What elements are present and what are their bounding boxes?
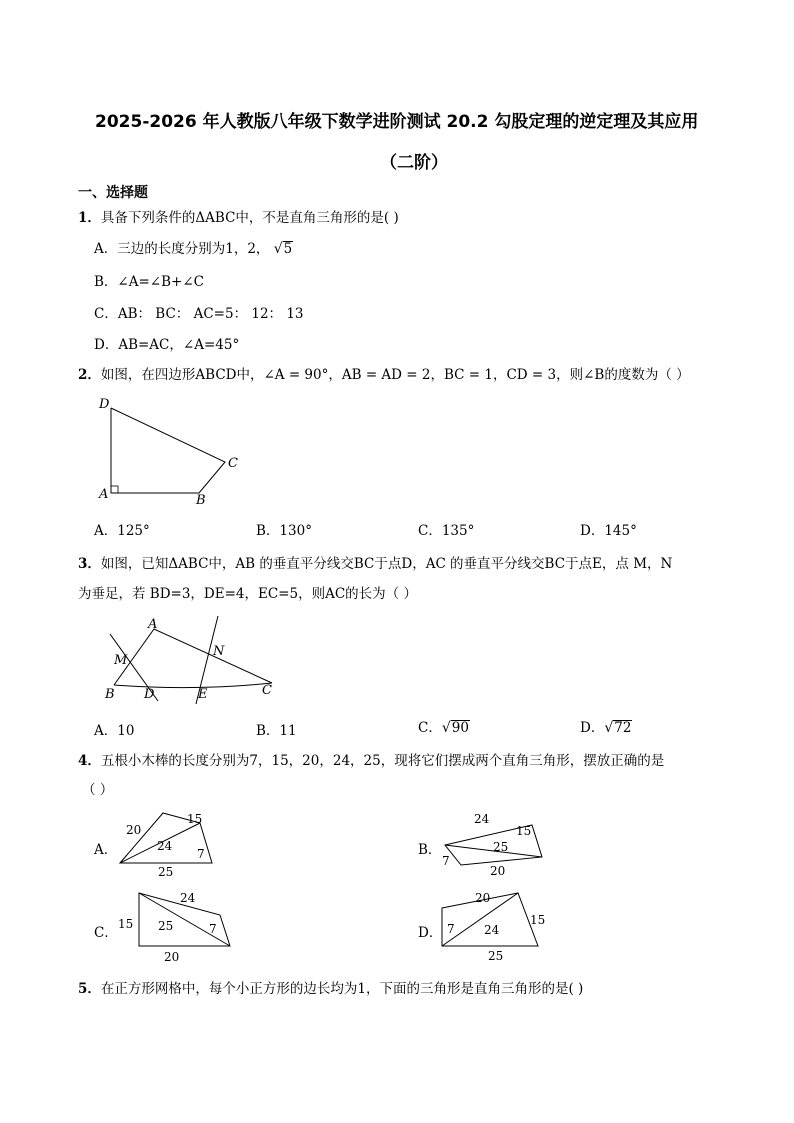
side-length-label: 25 [158,919,174,933]
q1-option-c[interactable]: C．AB： BC： AC=5： 12： 13 [94,306,304,322]
q2-quadrilateral-figure [90,392,250,507]
vertex-label: E [198,687,208,702]
page-subtitle: （二阶） [380,153,448,173]
q4-option-c-label[interactable]: C． [94,925,118,941]
side-length-label: 24 [180,891,196,905]
q4-option-a-label[interactable]: A． [94,842,118,858]
vertex-label: C [228,456,238,471]
question-3-cont: 为垂足，若 BD=3，DE=4，EC=5，则AC的长为（ ） [78,586,417,602]
side-length-label: 25 [488,949,504,963]
q1-option-a[interactable]: A．三边的长度分别为1，2， √5 [94,241,293,257]
vertex-label: B [196,493,206,507]
side-length-label: 7 [197,847,205,861]
vertex-label: N [213,644,225,659]
q2-option-a[interactable]: A．125° [94,523,150,539]
side-length-label: 24 [484,923,500,937]
vertex-label: B [105,687,115,702]
side-length-label: 20 [126,823,142,837]
side-length-label: 20 [475,891,491,905]
q3-option-a[interactable]: A．10 [94,723,135,739]
side-length-label: 25 [158,865,174,879]
side-length-label: 20 [164,950,180,963]
question-number: 1． [78,210,101,226]
q2-option-b[interactable]: B．130° [256,523,312,539]
vertex-label: A [99,487,109,502]
vertex-label: A [148,617,158,632]
question-5: 5．在正方形网格中，每个小正方形的边长均为1，下面的三角形是直角三角形的是( ) [78,981,584,997]
q2-option-d[interactable]: D．145° [580,523,637,539]
vertex-label: D [99,397,110,412]
side-length-label: 7 [209,922,217,936]
q2-option-c[interactable]: C．135° [418,523,475,539]
question-3: 3．如图，已知ΔABC中，AB 的垂直平分线交BC于点D，AC 的垂直平分线交BC于点E，点 M，N [78,556,673,572]
q4-option-b-label[interactable]: B． [418,842,442,858]
side-length-label: 25 [493,840,509,854]
side-length-label: 24 [157,839,173,853]
sqrt: √90 [441,720,469,736]
q1-option-d[interactable]: D．AB=AC，∠A=45° [94,337,240,353]
question-2: 2．如图，在四边形ABCD中，∠A = 90°，AB = AD = 2，BC = 1，CD = 3，则∠B的度数为（ ） [78,367,690,383]
q3-option-c[interactable]: C．√90 [418,720,469,736]
question-4-cont: （ ） [82,782,114,798]
q4-option-d-figure[interactable] [437,888,557,963]
q4-option-d-label[interactable]: D． [418,925,443,941]
question-number: 2． [78,367,101,383]
question-number: 3． [78,556,101,572]
question-number: 5． [78,981,101,997]
sqrt: √72 [604,720,632,736]
vertex-label: D [144,687,155,702]
q4-option-b-figure[interactable] [437,805,557,880]
side-length-label: 7 [447,922,455,936]
side-length-label: 7 [442,854,450,868]
sqrt: √5 [273,241,293,257]
q4-option-a-figure[interactable] [112,805,232,880]
question-1: 1．具备下列条件的ΔABC中，不是直角三角形的是( ) [78,210,399,226]
question-4: 4．五根小木棒的长度分别为7，15，20，24，25，现将它们摆成两个直角三角形，摆放正确的是 [78,753,665,769]
side-length-label: 15 [516,824,532,838]
section-heading: 一、选择题 [78,185,148,201]
vertex-label: M [114,653,128,668]
side-length-label: 20 [490,864,506,878]
q3-option-d[interactable]: D．√72 [580,720,632,736]
side-length-label: 15 [118,917,134,931]
q1-option-b[interactable]: B．∠A=∠B+∠C [94,274,204,290]
q3-option-b[interactable]: B．11 [256,723,297,739]
q3-triangle-figure [100,612,290,712]
side-length-label: 15 [187,812,203,826]
side-length-label: 24 [474,812,490,826]
vertex-label: C [262,683,272,698]
q4-option-c-figure[interactable] [112,888,242,963]
question-number: 4． [78,753,101,769]
page-title: 2025-2026 年人教版八年级下数学进阶测试 20.2 勾股定理的逆定理及其应用 [95,112,699,132]
side-length-label: 15 [530,913,546,927]
